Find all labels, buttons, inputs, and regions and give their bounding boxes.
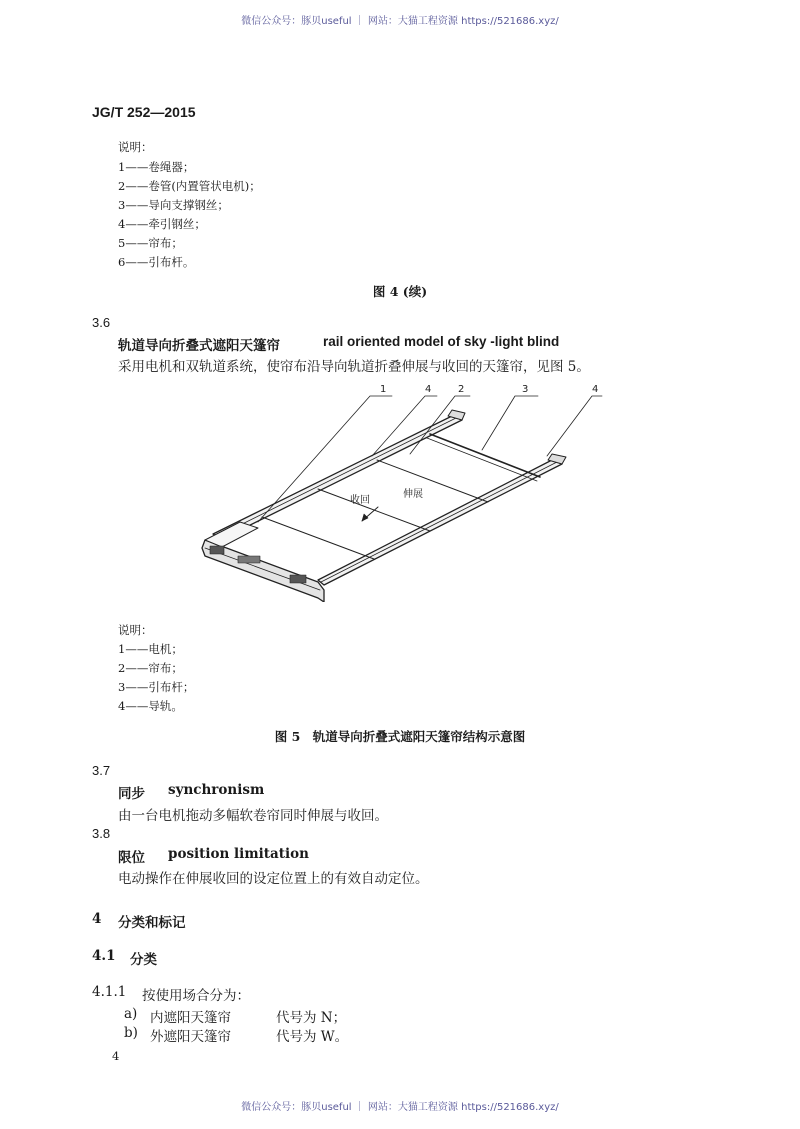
legend-fig5-item: 4——导轨。 xyxy=(118,699,183,713)
watermark-top: 微信公众号：豚贝useful ｜ 网站：大猫工程资源 https://521686.xyz/ xyxy=(241,16,559,27)
section-number: 4 xyxy=(92,911,102,927)
legend-fig5-item: 3——引布杆； xyxy=(118,680,195,694)
term-definition: 采用电机和双轨道系统，使帘布沿导向轨道折叠伸展与收回的天篷帘，见图 5。 xyxy=(118,359,590,375)
term-en: rail oriented model of sky -light blind xyxy=(323,334,560,349)
term-en: synchronism xyxy=(168,782,265,798)
term-en: position limitation xyxy=(168,846,309,862)
extend-label: 伸展 xyxy=(403,489,423,500)
callout-label: 1 xyxy=(380,384,387,395)
list-item-name: 外遮阳天篷帘 xyxy=(150,1029,231,1045)
section-number: 3.8 xyxy=(92,826,111,841)
section-number: 3.7 xyxy=(92,763,111,778)
legend-fig4-item: 5——帘布； xyxy=(118,236,183,250)
legend-fig4-item: 3——导向支撑钢丝； xyxy=(118,198,229,212)
page-number: 4 xyxy=(112,1049,120,1063)
term-definition: 电动操作在伸展收回的设定位置上的有效自动定位。 xyxy=(118,871,429,887)
section-title: 分类和标记 xyxy=(118,915,186,931)
callout-label: 4 xyxy=(592,384,599,395)
callout-label: 2 xyxy=(458,384,465,395)
term-definition: 由一台电机拖动多幅软卷帘同时伸展与收回。 xyxy=(118,808,388,824)
section-title: 分类 xyxy=(130,952,157,968)
fig5-caption: 图 5 轨道导向折叠式遮阳天篷帘结构示意图 xyxy=(274,729,526,744)
section-number: 4.1.1 xyxy=(92,984,127,1000)
list-item-name: 内遮阳天篷帘 xyxy=(150,1010,231,1026)
legend-fig4-item: 2——卷管(内置管状电机)； xyxy=(118,179,261,193)
term-zh: 同步 xyxy=(118,786,145,802)
legend-fig5-title: 说明： xyxy=(118,623,153,637)
legend-fig4-title: 说明： xyxy=(118,140,153,154)
callout-label: 4 xyxy=(425,384,432,395)
figure-5-diagram xyxy=(0,372,800,602)
legend-fig4-item: 1——卷绳器； xyxy=(118,160,195,174)
list-item-label: a) xyxy=(124,1006,138,1022)
list-item-code: 代号为 N； xyxy=(276,1010,347,1026)
legend-fig4-item: 6——引布杆。 xyxy=(118,255,195,269)
term-zh: 轨道导向折叠式遮阳天篷帘 xyxy=(118,338,280,354)
fig4-caption: 图 4 (续) xyxy=(372,284,428,299)
section-text: 按使用场合分为： xyxy=(142,988,250,1004)
legend-fig5-item: 2——帘布； xyxy=(118,661,183,675)
list-item-code: 代号为 W。 xyxy=(276,1029,349,1045)
list-item-label: b) xyxy=(124,1025,138,1041)
watermark-bottom: 微信公众号：豚贝useful ｜ 网站：大猫工程资源 https://521686.xyz/ xyxy=(241,1102,559,1113)
section-number: 4.1 xyxy=(92,948,116,964)
section-number: 3.6 xyxy=(92,315,111,330)
standard-number: JG/T 252—2015 xyxy=(92,104,196,120)
legend-fig4-item: 4——牵引钢丝； xyxy=(118,217,206,231)
retract-label: 收回 xyxy=(350,495,370,506)
term-zh: 限位 xyxy=(118,850,145,866)
callout-label: 3 xyxy=(522,384,529,395)
legend-fig5-item: 1——电机； xyxy=(118,642,183,656)
